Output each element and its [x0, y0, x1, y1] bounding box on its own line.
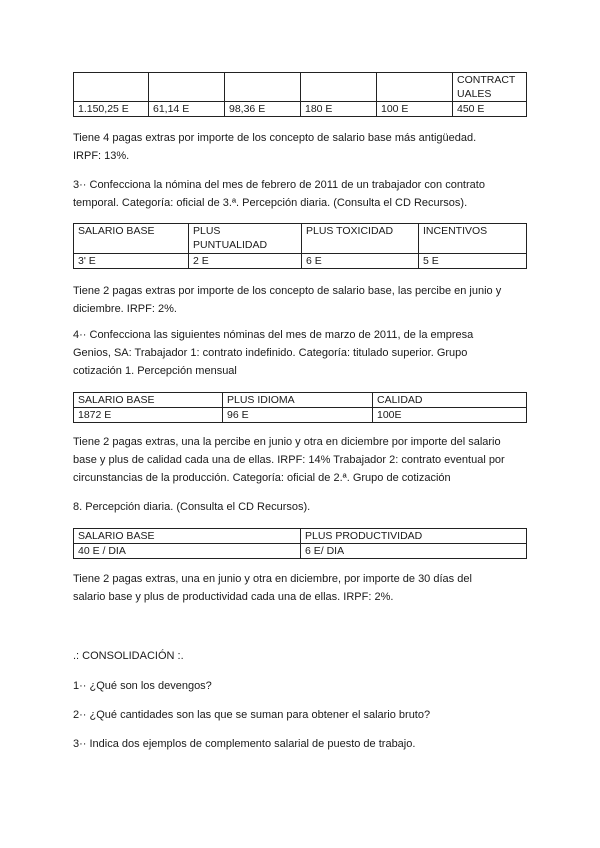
table-cell: 6 E/ DIA [301, 544, 527, 559]
table-row [74, 408, 527, 423]
table-header-cell [377, 73, 453, 102]
paragraph-pagas-extras-3: Tiene 2 pagas extras, una en junio y otra en diciembre, por importe de 30 días del salario base y plus de productividad cada una de ellas. IRPF: 2%. [73, 573, 472, 603]
paragraph-trabajador-2: Tiene 2 pagas extras, una la percibe en junio y otra en diciembre por importe del salario base y plus de calidad cada una de ellas. IRPF: 14% Trabajador 2: contrato eventual por circunstancias de la producción. Categoría: oficial de 2.ª. Grupo de cotización [73, 436, 505, 484]
table-header-cell-contractuales: CONTRACT UALES [453, 73, 527, 102]
paragraph-percepcion-diaria: 8. Percepción diaria. (Consulta el CD Recursos). [73, 501, 311, 513]
table-cell: 450 E [453, 102, 527, 117]
table-cell: 1.150,25 E [74, 102, 149, 117]
table-header-cell: SALARIO BASE [74, 224, 189, 254]
table-cell: 1872 E [74, 408, 223, 423]
table-header-cell [301, 73, 377, 102]
table-salary-concepts [73, 72, 527, 117]
table-cell: 180 E [301, 102, 377, 117]
paragraph-exercise-4: 4·· Confecciona las siguientes nóminas del mes de marzo de 2011, de la empresa Genios, SA: Trabajador 1: contrato indefinido. Categoría: titulado superior. Grupo cotización 1. Percepción mensual [73, 329, 474, 377]
table-cell: 100E [373, 408, 527, 423]
table-header-cell [149, 73, 225, 102]
question-1: 1·· ¿Qué son los devengos? [73, 680, 212, 692]
table-row [74, 544, 527, 559]
table-row [74, 102, 527, 117]
table-trabajador-1 [73, 392, 527, 423]
table-header-cell [74, 73, 149, 102]
table-cell: 98,36 E [225, 102, 301, 117]
table-row [74, 73, 527, 102]
table-cell: 5 E [419, 254, 527, 269]
question-2: 2·· ¿Qué cantidades son las que se suman para obtener el salario bruto? [73, 709, 431, 721]
table-header-cell: PLUS PUNTUALIDAD [189, 224, 302, 254]
table-row [74, 224, 527, 254]
table-cell: 6 E [302, 254, 419, 269]
paragraph-pagas-extras-1: Tiene 4 pagas extras por importe de los concepto de salario base más antigüedad. IRPF: 13%. [73, 132, 477, 162]
paragraph-exercise-3: 3·· Confecciona la nómina del mes de febrero de 2011 de un trabajador con contrato temporal. Categoría: oficial de 3.ª. Percepción diaria. (Consulta el CD Recursos). [73, 179, 485, 209]
table-header-cell: PLUS PRODUCTIVIDAD [301, 529, 527, 544]
table-header-cell [225, 73, 301, 102]
table-trabajador-2 [73, 528, 527, 559]
table-header-cell: CALIDAD [373, 393, 527, 408]
table-cell: 40 E / DIA [74, 544, 301, 559]
heading-consolidacion: .: CONSOLIDACIÓN :. [73, 650, 184, 662]
table-header-cell: INCENTIVOS [419, 224, 527, 254]
table-header-cell: SALARIO BASE [74, 393, 223, 408]
table-header-cell: SALARIO BASE [74, 529, 301, 544]
table-cell: 100 E [377, 102, 453, 117]
table-febrero-conceptos [73, 223, 527, 269]
table-row [74, 254, 527, 269]
table-cell: 3' E [74, 254, 189, 269]
table-row [74, 529, 527, 544]
table-row [74, 393, 527, 408]
table-cell: 61,14 E [149, 102, 225, 117]
table-cell: 96 E [223, 408, 373, 423]
table-header-cell: PLUS IDIOMA [223, 393, 373, 408]
paragraph-pagas-extras-2: Tiene 2 pagas extras por importe de los concepto de salario base, las percibe en junio y diciembre. IRPF: 2%. [73, 285, 502, 315]
table-header-cell: PLUS TOXICIDAD [302, 224, 419, 254]
table-cell: 2 E [189, 254, 302, 269]
question-3: 3·· Indica dos ejemplos de complemento salarial de puesto de trabajo. [73, 738, 416, 750]
